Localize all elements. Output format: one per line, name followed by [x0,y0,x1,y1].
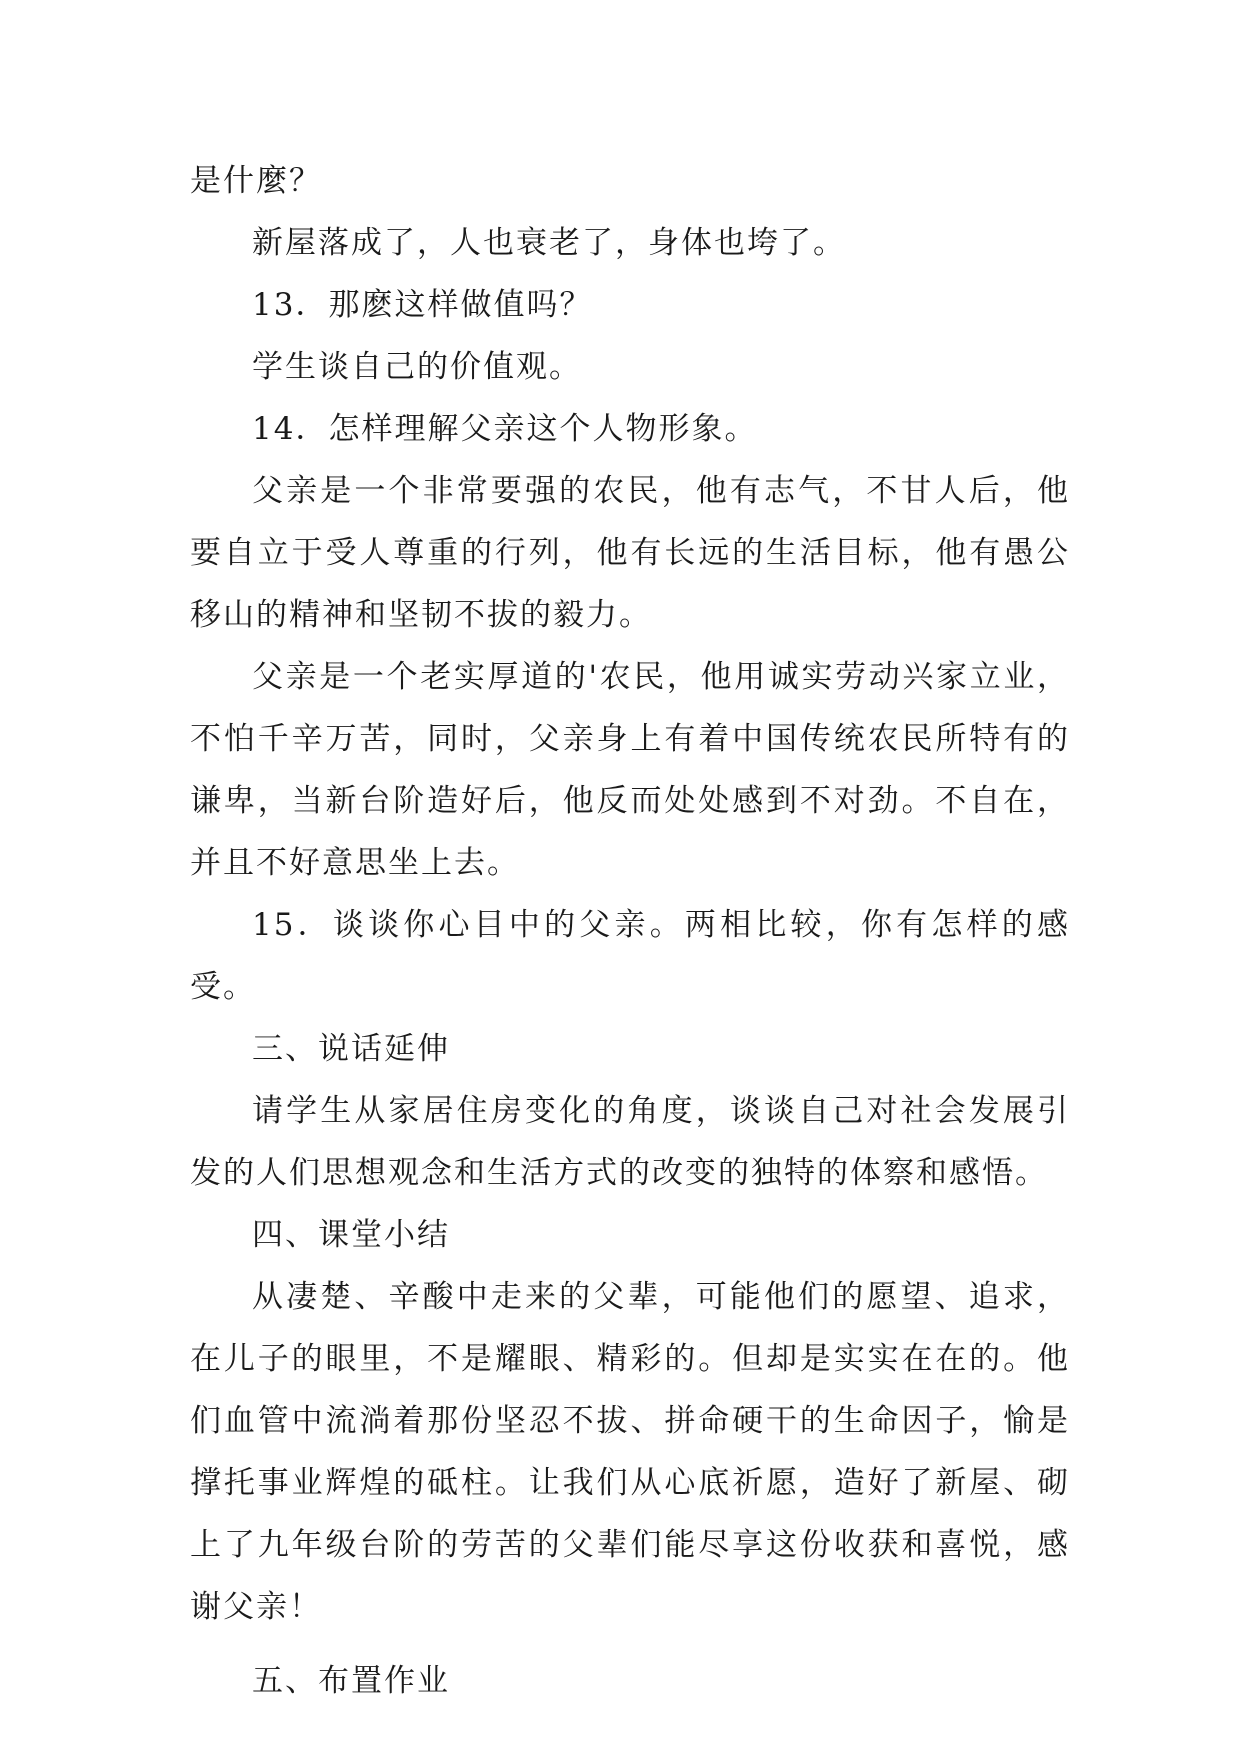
paragraph-answer-values: 学生谈自己的价值观。 [252,349,582,385]
paragraph-question-14: 14．怎样理解父亲这个人物形象。 [252,411,758,447]
paragraph-father-honest: 父亲是一个老实厚道的'农民，他用诚实劳动兴家立业，不怕千辛万苦，同时，父亲身上有着中国传统农民所特有的谦卑，当新台阶造好后，他反而处处感到不对劲。不自在，并且不好意思坐上去。 [190,659,1070,881]
section-heading-homework: 五、布置作业 [252,1663,450,1699]
paragraph-question-ending: 是什麼？ [190,163,322,199]
document-body [190,150,1070,1712]
paragraph-question-15: 15．谈谈你心目中的父亲。两相比较，你有怎样的感受。 [190,907,1070,1005]
paragraph-speaking-task: 请学生从家居住房变化的角度，谈谈自己对社会发展引发的人们思想观念和生活方式的改变的独特的体察和感悟。 [190,1093,1070,1191]
paragraph-question-13: 13．那麽这样做值吗？ [252,287,593,323]
paragraph-father-strong: 父亲是一个非常要强的农民，他有志气，不甘人后，他要自立于受人尊重的行列，他有长远的生活目标，他有愚公移山的精神和坚韧不拔的毅力。 [190,473,1070,633]
paragraph-summary: 从凄楚、辛酸中走来的父辈，可能他们的愿望、追求，在儿子的眼里，不是耀眼、精彩的。但却是实实在在的。他们血管中流淌着那份坚忍不拔、拼命硬干的生命因子，愉是撑托事业辉煌的砥柱。让我们从心底祈愿，造好了新屋、砌上了九年级台阶的劳苦的父辈们能尽享这份收获和喜悦，感谢父亲！ [190,1279,1070,1625]
section-heading-summary: 四、课堂小结 [252,1217,450,1253]
section-heading-speaking: 三、说话延伸 [252,1031,450,1067]
paragraph-answer-house: 新屋落成了，人也衰老了，身体也垮了。 [252,225,846,261]
